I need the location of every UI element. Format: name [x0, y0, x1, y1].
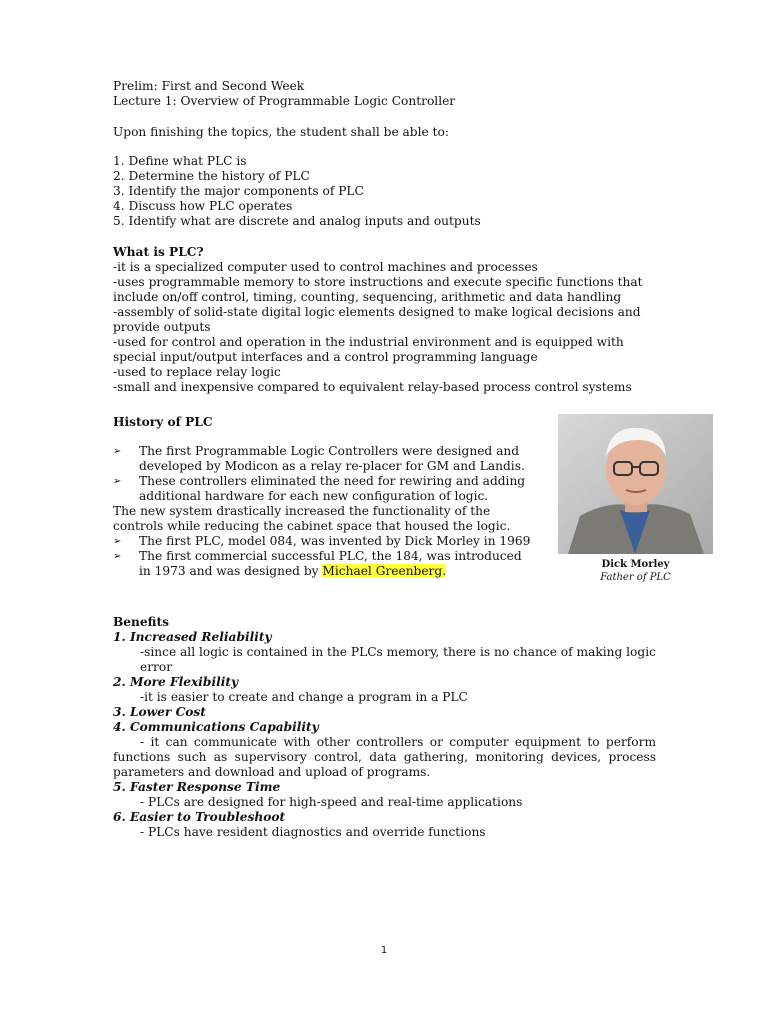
caption-title: Father of PLC	[600, 572, 671, 583]
history-bullet-text: These controllers eliminated the need for rewiring and adding additional hardware for each new configuration of logic.	[139, 474, 526, 503]
photo-caption	[558, 558, 713, 584]
history-paragraph: The new system drastically increased the functionality of the controls while reducing the cabinet space that housed the logic.	[113, 504, 511, 533]
arrow-bullet-icon: ➢	[113, 446, 122, 457]
dick-morley-photo	[558, 414, 713, 554]
benefits-heading: Benefits	[113, 615, 170, 629]
history-bullet-text: The first Programmable Logic Controllers were designed and developed by Modicon as a relay re-placer for GM and Landis.	[139, 444, 525, 473]
history-bullet	[113, 444, 531, 474]
history-bullet-text: The first PLC, model 084, was invented by Dick Morley in 1969	[139, 534, 531, 548]
benefit-text: - PLCs have resident diagnostics and override functions	[140, 825, 486, 839]
benefit-title: 3. Lower Cost	[113, 705, 206, 719]
objective-item: 3. Identify the major components of PLC	[113, 184, 364, 198]
what-is-line: -uses programmable memory to store instructions and execute specific functions that include on/off control, timing, counting, sequencing, arithmetic and data handling	[113, 275, 643, 304]
arrow-bullet-icon: ➢	[113, 551, 122, 562]
benefit-text: - PLCs are designed for high-speed and real-time applications	[140, 795, 523, 809]
objective-item: 5. Identify what are discrete and analog inputs and outputs	[113, 214, 481, 228]
benefit-title: 5. Faster Response Time	[113, 780, 281, 794]
history-bullet-text: The first commercial successful PLC, the 184, was introduced in 1973 and was designed by	[139, 549, 522, 578]
header-lecture: Lecture 1: Overview of Programmable Logic Controller	[113, 94, 456, 108]
arrow-bullet-icon: ➢	[113, 536, 122, 547]
benefit-text: - it can communicate with other controllers or computer equipment to perform functions such as supervisory control, data gathering, monitoring devices, process parameters and download and upload of programs.	[113, 735, 656, 779]
benefit-title: 6. Easier to Troubleshoot	[113, 810, 286, 824]
objectives-intro: Upon finishing the topics, the student shall be able to:	[113, 125, 449, 139]
highlighted-name: Michael Greenberg.	[322, 564, 447, 578]
benefit-text: -it is easier to create and change a program in a PLC	[140, 690, 468, 704]
header-week: Prelim: First and Second Week	[113, 79, 305, 93]
history-bullet	[113, 549, 531, 579]
history-heading: History of PLC	[113, 415, 213, 429]
benefit-title: 2. More Flexibility	[113, 675, 239, 689]
caption-name: Dick Morley	[601, 559, 670, 570]
portrait-image	[558, 414, 713, 554]
objective-item: 2. Determine the history of PLC	[113, 169, 310, 183]
objective-item: 4. Discuss how PLC operates	[113, 199, 293, 213]
what-is-line: -it is a specialized computer used to control machines and processes	[113, 260, 538, 274]
arrow-bullet-icon: ➢	[113, 476, 122, 487]
benefit-title: 1. Increased Reliability	[113, 630, 272, 644]
what-is-line: -used for control and operation in the industrial environment and is equipped with special input/output interfaces and a control programming language	[113, 335, 624, 364]
page-number: 1	[380, 945, 388, 956]
what-is-line: -small and inexpensive compared to equivalent relay-based process control systems	[113, 380, 632, 394]
objective-item: 1. Define what PLC is	[113, 154, 247, 168]
what-is-line: -assembly of solid-state digital logic elements designed to make logical decisions and provide outputs	[113, 305, 641, 334]
what-is-heading: What is PLC?	[113, 245, 204, 259]
history-bullet	[113, 534, 531, 549]
benefit-text: -since all logic is contained in the PLCs memory, there is no chance of making logic error	[140, 645, 656, 674]
what-is-line: -used to replace relay logic	[113, 365, 281, 379]
history-bullet	[113, 474, 531, 504]
benefit-title: 4. Communications Capability	[113, 720, 319, 734]
